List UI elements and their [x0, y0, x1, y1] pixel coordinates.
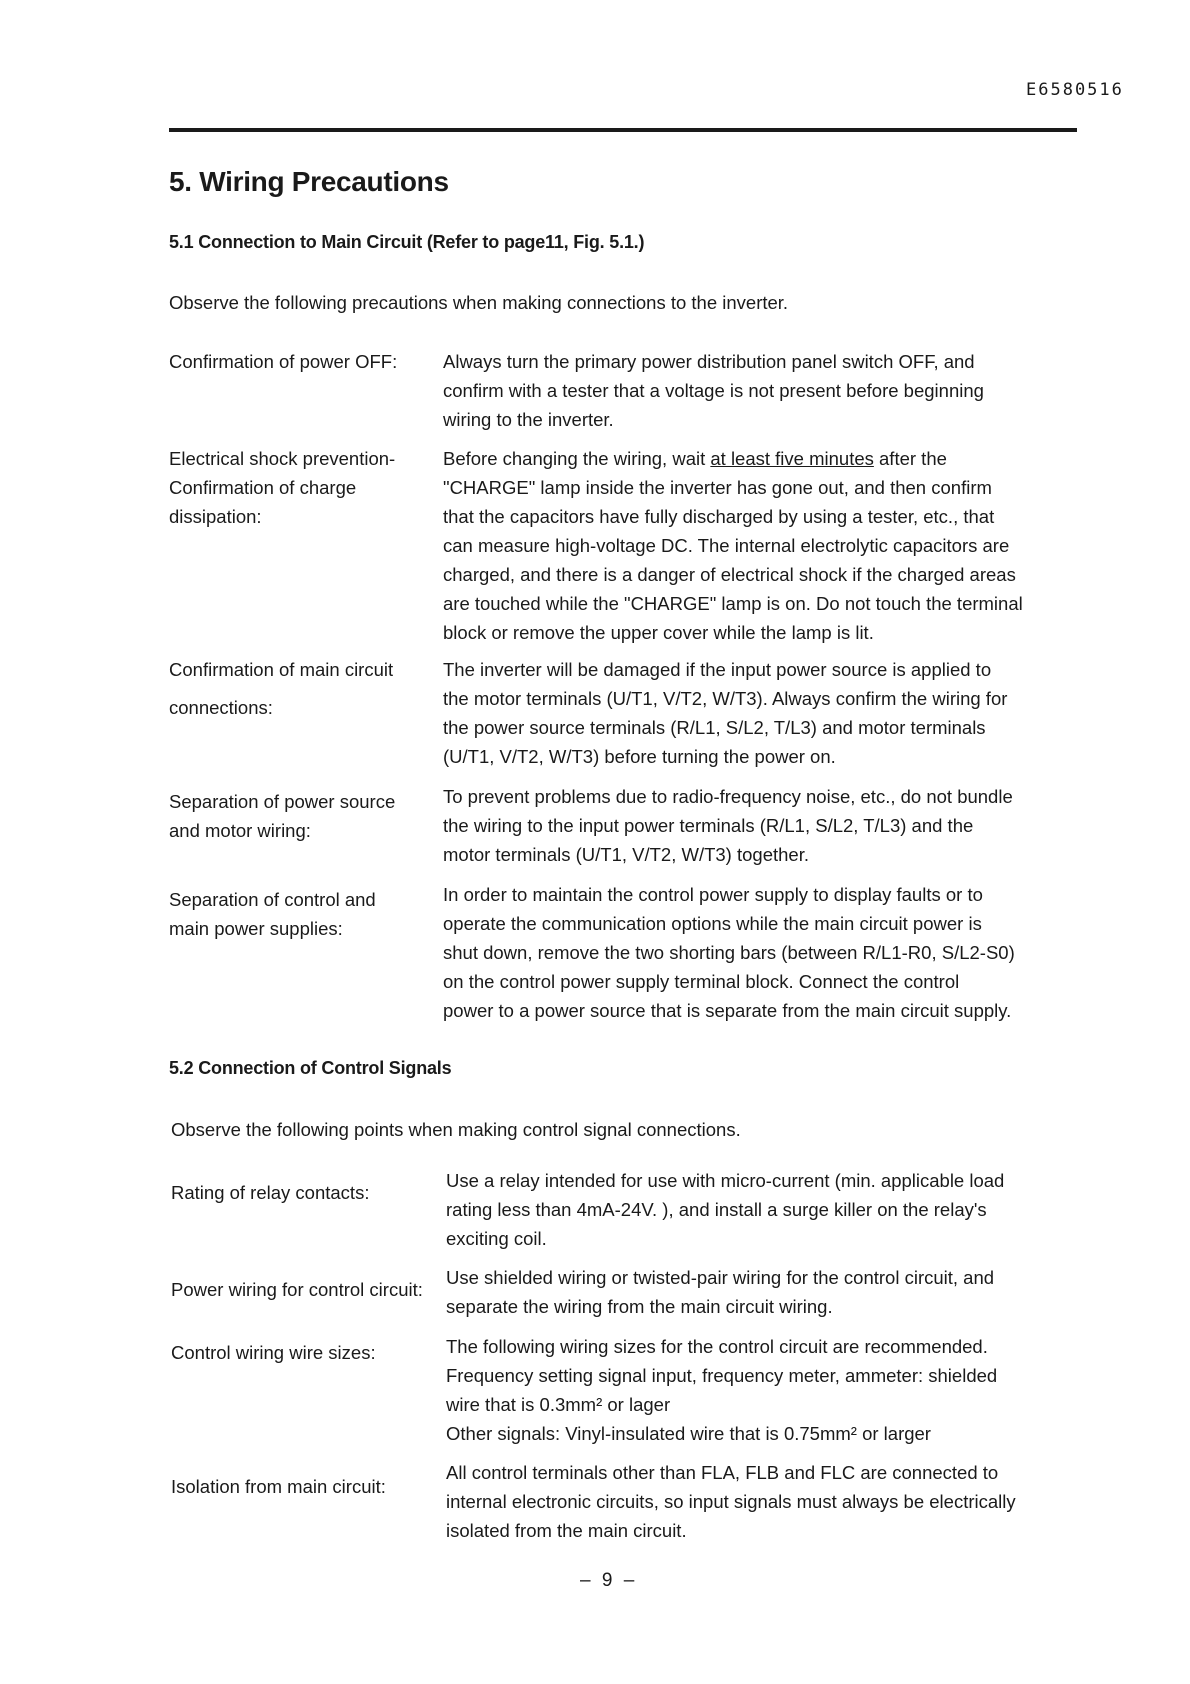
subsection-5-2-title: 5.2 Connection of Control Signals	[169, 1058, 452, 1078]
document-code: E6580516	[1026, 80, 1124, 100]
control-signal-text: All control terminals other than FLA, FLB and FLC are connected to internal electronic circuits, so input signals must always be electrically isolated from the main circuit.	[446, 1462, 1016, 1541]
control-signal-text: The following wiring sizes for the control circuit are recommended. Frequency setting signal input, frequency meter, ammeter: shielded wire that is 0.3mm² or lager Other signals: Vinyl-insulated wire that is 0.75mm² or larger	[446, 1336, 998, 1444]
precaution-label: Electrical shock prevention- Confirmation of charge dissipation:	[169, 448, 396, 527]
subsection-5-1-title: 5.1 Connection to Main Circuit (Refer to page11, Fig. 5.1.)	[169, 232, 645, 252]
precaution-label: Separation of power source and motor wiring:	[169, 791, 396, 841]
precaution-label: Confirmation of power OFF:	[169, 351, 398, 372]
precaution-text: In order to maintain the control power supply to display faults or to operate the communication options while the main circuit power is shut down, remove the two shorting bars (between R/L1-R0, S/L2-S0) on the control power supply terminal block. Connect the control power to a power source that is separate from the main circuit supply.	[443, 884, 1015, 1021]
control-signal-label: Rating of relay contacts:	[171, 1182, 370, 1203]
header-rule	[169, 128, 1077, 132]
precaution-text: Always turn the primary power distribution panel switch OFF, and confirm with a tester that a voltage is not present before beginning wiring to the inverter.	[443, 351, 984, 430]
precaution-text-before: Before changing the wiring, wait	[443, 448, 711, 469]
precaution-text-after: after the "CHARGE" lamp inside the inverter has gone out, and then confirm that the capacitors have fully discharged by using a tester, etc., that can measure high-voltage DC. The internal electrolytic capacitors are charged, and there is a danger of electrical shock if the charged areas are touched while the "CHARGE" lamp is on. Do not touch the terminal block or remove the upper cover while the lamp is lit.	[443, 448, 1023, 643]
control-signal-text: Use shielded wiring or twisted-pair wiring for the control circuit, and separate the wiring from the main circuit wiring.	[446, 1267, 995, 1317]
control-signal-text: Use a relay intended for use with micro-current (min. applicable load rating less than 4mA-24V. ), and install a surge killer on the relay's exciting coil.	[446, 1170, 1005, 1249]
precaution-text: To prevent problems due to radio-frequency noise, etc., do not bundle the wiring to the input power terminals (R/L1, S/L2, T/L3) and the motor terminals (U/T1, V/T2, W/T3) together.	[443, 786, 1013, 865]
subsection-5-2-intro: Observe the following points when making control signal connections.	[171, 1119, 741, 1140]
control-signal-label: Isolation from main circuit:	[171, 1476, 386, 1497]
precaution-text: The inverter will be damaged if the input power source is applied to the motor terminals (U/T1, V/T2, W/T3). Always confirm the wiring for the power source terminals (R/L1, S/L2, T/L3) and motor terminals (U/T1, V/T2, W/T3) before turning the power on.	[443, 659, 1008, 767]
precaution-label: Confirmation of main circuit connections:	[169, 659, 394, 718]
control-signal-label: Control wiring wire sizes:	[171, 1342, 376, 1363]
precaution-label: Separation of control and main power supplies:	[169, 889, 376, 939]
precaution-text	[443, 444, 1073, 647]
control-signal-label: Power wiring for control circuit:	[171, 1279, 423, 1300]
subsection-5-1-intro: Observe the following precautions when making connections to the inverter.	[169, 292, 789, 313]
page-number: – 9 –	[580, 1570, 638, 1591]
emphasis-underlined: at least five minutes	[710, 448, 874, 469]
section-title: 5. Wiring Precautions	[169, 166, 449, 197]
